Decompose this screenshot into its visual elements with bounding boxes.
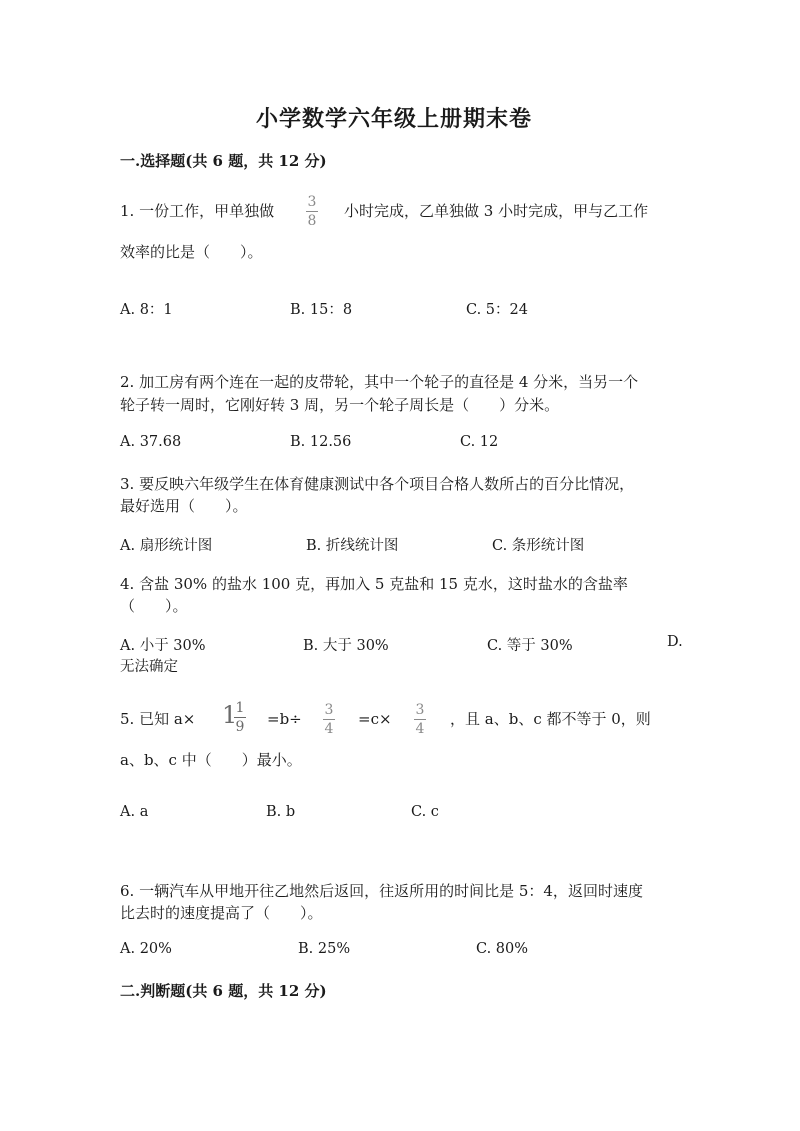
fraction-denominator: 9 xyxy=(235,719,245,735)
fraction-denominator: 8 xyxy=(307,213,317,229)
question-6-text-line1: 6. 一辆汽车从甲地开往乙地然后返回，往返所用的时间比是 5：4，返回时速度 xyxy=(120,882,643,900)
question-2-option-c[interactable]: C. 12 xyxy=(460,434,499,450)
fraction-numerator: 3 xyxy=(415,702,425,718)
question-5-text-part1: 5. 已知 a× xyxy=(120,710,196,728)
question-1-option-b[interactable]: B. 15：8 xyxy=(290,302,353,318)
question-6-option-c[interactable]: C. 80% xyxy=(476,941,529,957)
question-3-option-a[interactable]: A. 扇形统计图 xyxy=(120,538,213,554)
question-4-option-b[interactable]: B. 大于 30% xyxy=(303,638,389,654)
fraction-numerator: 3 xyxy=(324,702,334,718)
question-6-option-a[interactable]: A. 20% xyxy=(120,941,172,957)
question-6-option-b[interactable]: B. 25% xyxy=(298,941,351,957)
question-5-fraction-2 xyxy=(414,703,426,736)
question-5-text-line2: a、b、c 中（ ）最小。 xyxy=(120,751,302,769)
fraction-numerator: 3 xyxy=(307,194,317,210)
fraction-denominator: 4 xyxy=(324,721,334,737)
question-4-option-d-text: 无法确定 xyxy=(120,659,178,675)
question-4-text-line1: 4. 含盐 30% 的盐水 100 克，再加入 5 克盐和 15 克水，这时盐水的含盐率 xyxy=(120,575,628,593)
question-6-text-line2: 比去时的速度提高了（ ）。 xyxy=(120,904,323,922)
question-2-text-line2: 轮子转一周时，它刚好转 3 周，另一个轮子周长是（ ）分米。 xyxy=(120,396,560,414)
question-3-text-line1: 3. 要反映六年级学生在体育健康测试中各个项目合格人数所占的百分比情况， xyxy=(120,475,635,493)
fraction-bar xyxy=(414,719,426,720)
fraction-denominator: 4 xyxy=(415,721,425,737)
fraction-bar xyxy=(323,719,335,720)
question-4-text-line2: （ ）。 xyxy=(120,597,188,615)
section-heading-judgement: 二.判断题(共 6 题，共 12 分) xyxy=(120,982,327,1000)
question-5-option-a[interactable]: A. a xyxy=(120,804,149,820)
question-2-option-b[interactable]: B. 12.56 xyxy=(290,434,352,450)
question-5-text-part4: ，且 a、b、c 都不等于 0，则 xyxy=(450,710,651,728)
question-5-option-c[interactable]: C. c xyxy=(411,804,439,820)
fraction-bar xyxy=(306,211,318,212)
question-1-text-part1: 1. 一份工作，甲单独做 xyxy=(120,202,275,220)
question-2-option-a[interactable]: A. 37.68 xyxy=(120,434,182,450)
question-5-option-b[interactable]: B. b xyxy=(266,804,296,820)
question-5-mixed-number xyxy=(222,701,252,737)
question-3-text-line2: 最好选用（ ）。 xyxy=(120,497,248,515)
page-title: 小学数学六年级上册期末卷 xyxy=(256,106,533,132)
question-4-option-d[interactable]: D. xyxy=(667,634,683,650)
question-1-fraction xyxy=(306,195,318,228)
mixed-number-whole: 1 xyxy=(222,701,238,729)
question-5-fraction-1 xyxy=(323,703,335,736)
question-2-text-line1: 2. 加工房有两个连在一起的皮带轮，其中一个轮子的直径是 4 分米，当另一个 xyxy=(120,373,639,391)
question-1-option-c[interactable]: C. 5：24 xyxy=(466,302,528,318)
fraction-bar xyxy=(234,717,246,718)
question-1-text-line2: 效率的比是（ ）。 xyxy=(120,243,263,261)
fraction-numerator: 1 xyxy=(235,700,245,716)
question-4-option-a[interactable]: A. 小于 30% xyxy=(120,638,206,654)
question-3-option-b[interactable]: B. 折线统计图 xyxy=(306,538,399,554)
question-3-option-c[interactable]: C. 条形统计图 xyxy=(492,538,585,554)
question-5-text-part2: =b÷ xyxy=(267,710,302,728)
question-1-option-a[interactable]: A. 8：1 xyxy=(120,302,173,318)
question-5-text-part3: =c× xyxy=(358,710,392,728)
section-heading-choice: 一.选择题(共 6 题，共 12 分) xyxy=(120,152,327,170)
question-1-text-part2: 小时完成，乙单独做 3 小时完成，甲与乙工作 xyxy=(344,202,649,220)
question-4-option-c[interactable]: C. 等于 30% xyxy=(487,638,573,654)
mixed-number-fraction xyxy=(234,701,246,734)
